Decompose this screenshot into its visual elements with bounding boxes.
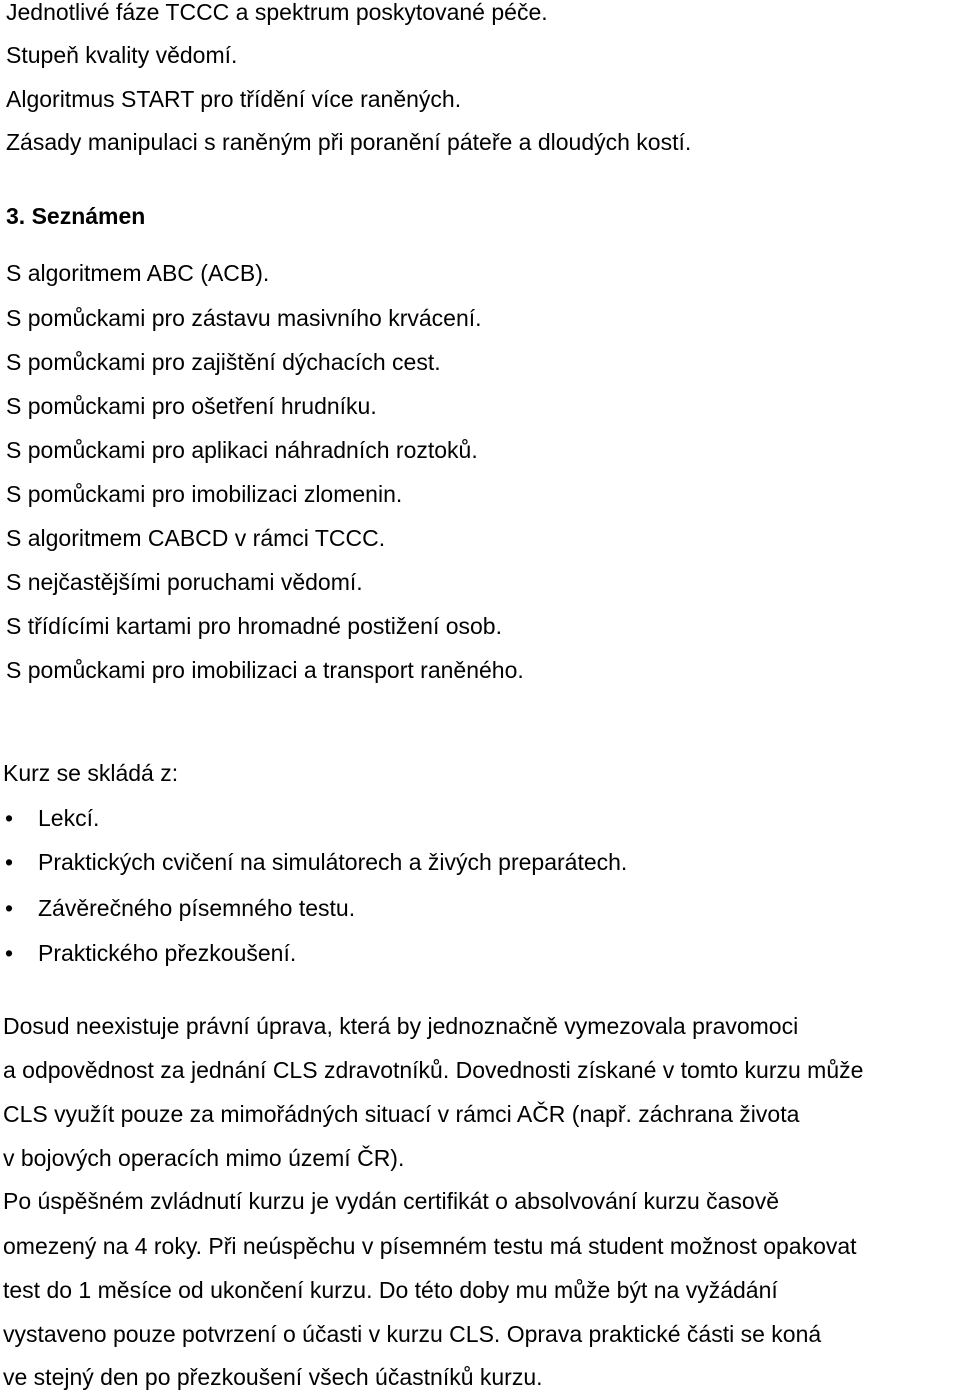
list-item: S třídícími kartami pro hromadné postižení osob.: [6, 613, 502, 639]
bullet-icon: •: [4, 895, 14, 921]
bullet-icon: •: [4, 940, 14, 966]
bullet-icon: •: [4, 805, 14, 831]
text-line: Zásady manipulaci s raněným při poranění páteře a dloudých kostí.: [6, 129, 692, 155]
list-item: S algoritmem ABC (ACB).: [6, 260, 270, 286]
list-item: S pomůckami pro aplikaci náhradních roztoků.: [6, 437, 478, 463]
section-heading: 3. Seznámen: [6, 203, 146, 229]
text-line: Jednotlivé fáze TCCC a spektrum poskytované péče.: [6, 0, 548, 25]
paragraph-line: CLS využít pouze za mimořádných situací v rámci AČR (např. záchrana života: [3, 1101, 800, 1127]
text-line: Stupeň kvality vědomí.: [6, 42, 238, 68]
bullet-icon: •: [4, 849, 14, 875]
paragraph-line: Dosud neexistuje právní úprava, která by jednoznačně vymezovala pravomoci: [3, 1013, 799, 1039]
list-item: S pomůckami pro imobilizaci zlomenin.: [6, 481, 403, 507]
paragraph-line: Po úspěšném zvládnutí kurzu je vydán certifikát o absolvování kurzu časově: [3, 1188, 780, 1214]
list-item: S nejčastějšími poruchami vědomí.: [6, 569, 363, 595]
list-item: S pomůckami pro zajištění dýchacích cest.: [6, 349, 441, 375]
list-item: S algoritmem CABCD v rámci TCCC.: [6, 525, 386, 551]
bullet-text: Lekcí.: [38, 805, 100, 831]
text-line: Algoritmus START pro třídění více raněných.: [6, 86, 462, 112]
paragraph-line: omezený na 4 roky. Při neúspěchu v písemném testu má student možnost opakovat: [3, 1233, 857, 1259]
list-item: S pomůckami pro zástavu masivního krvácení.: [6, 305, 482, 331]
list-item: S pomůckami pro imobilizaci a transport raněného.: [6, 657, 524, 683]
bullet-text: Praktických cvičení na simulátorech a živých preparátech.: [38, 849, 628, 875]
bullet-text: Závěrečného písemného testu.: [38, 895, 356, 921]
paragraph-line: test do 1 měsíce od ukončení kurzu. Do této doby mu může být na vyžádání: [3, 1277, 778, 1303]
paragraph-line: v bojových operacích mimo území ČR).: [3, 1145, 405, 1171]
paragraph-line: ve stejný den po přezkoušení všech účastníků kurzu.: [3, 1364, 543, 1390]
course-intro: Kurz se skládá z:: [3, 760, 179, 786]
list-item: S pomůckami pro ošetření hrudníku.: [6, 393, 377, 419]
bullet-text: Praktického přezkoušení.: [38, 940, 297, 966]
paragraph-line: a odpovědnost za jednání CLS zdravotníků. Dovednosti získané v tomto kurzu může: [3, 1057, 864, 1083]
paragraph-line: vystaveno pouze potvrzení o účasti v kurzu CLS. Oprava praktické části se koná: [3, 1321, 822, 1347]
